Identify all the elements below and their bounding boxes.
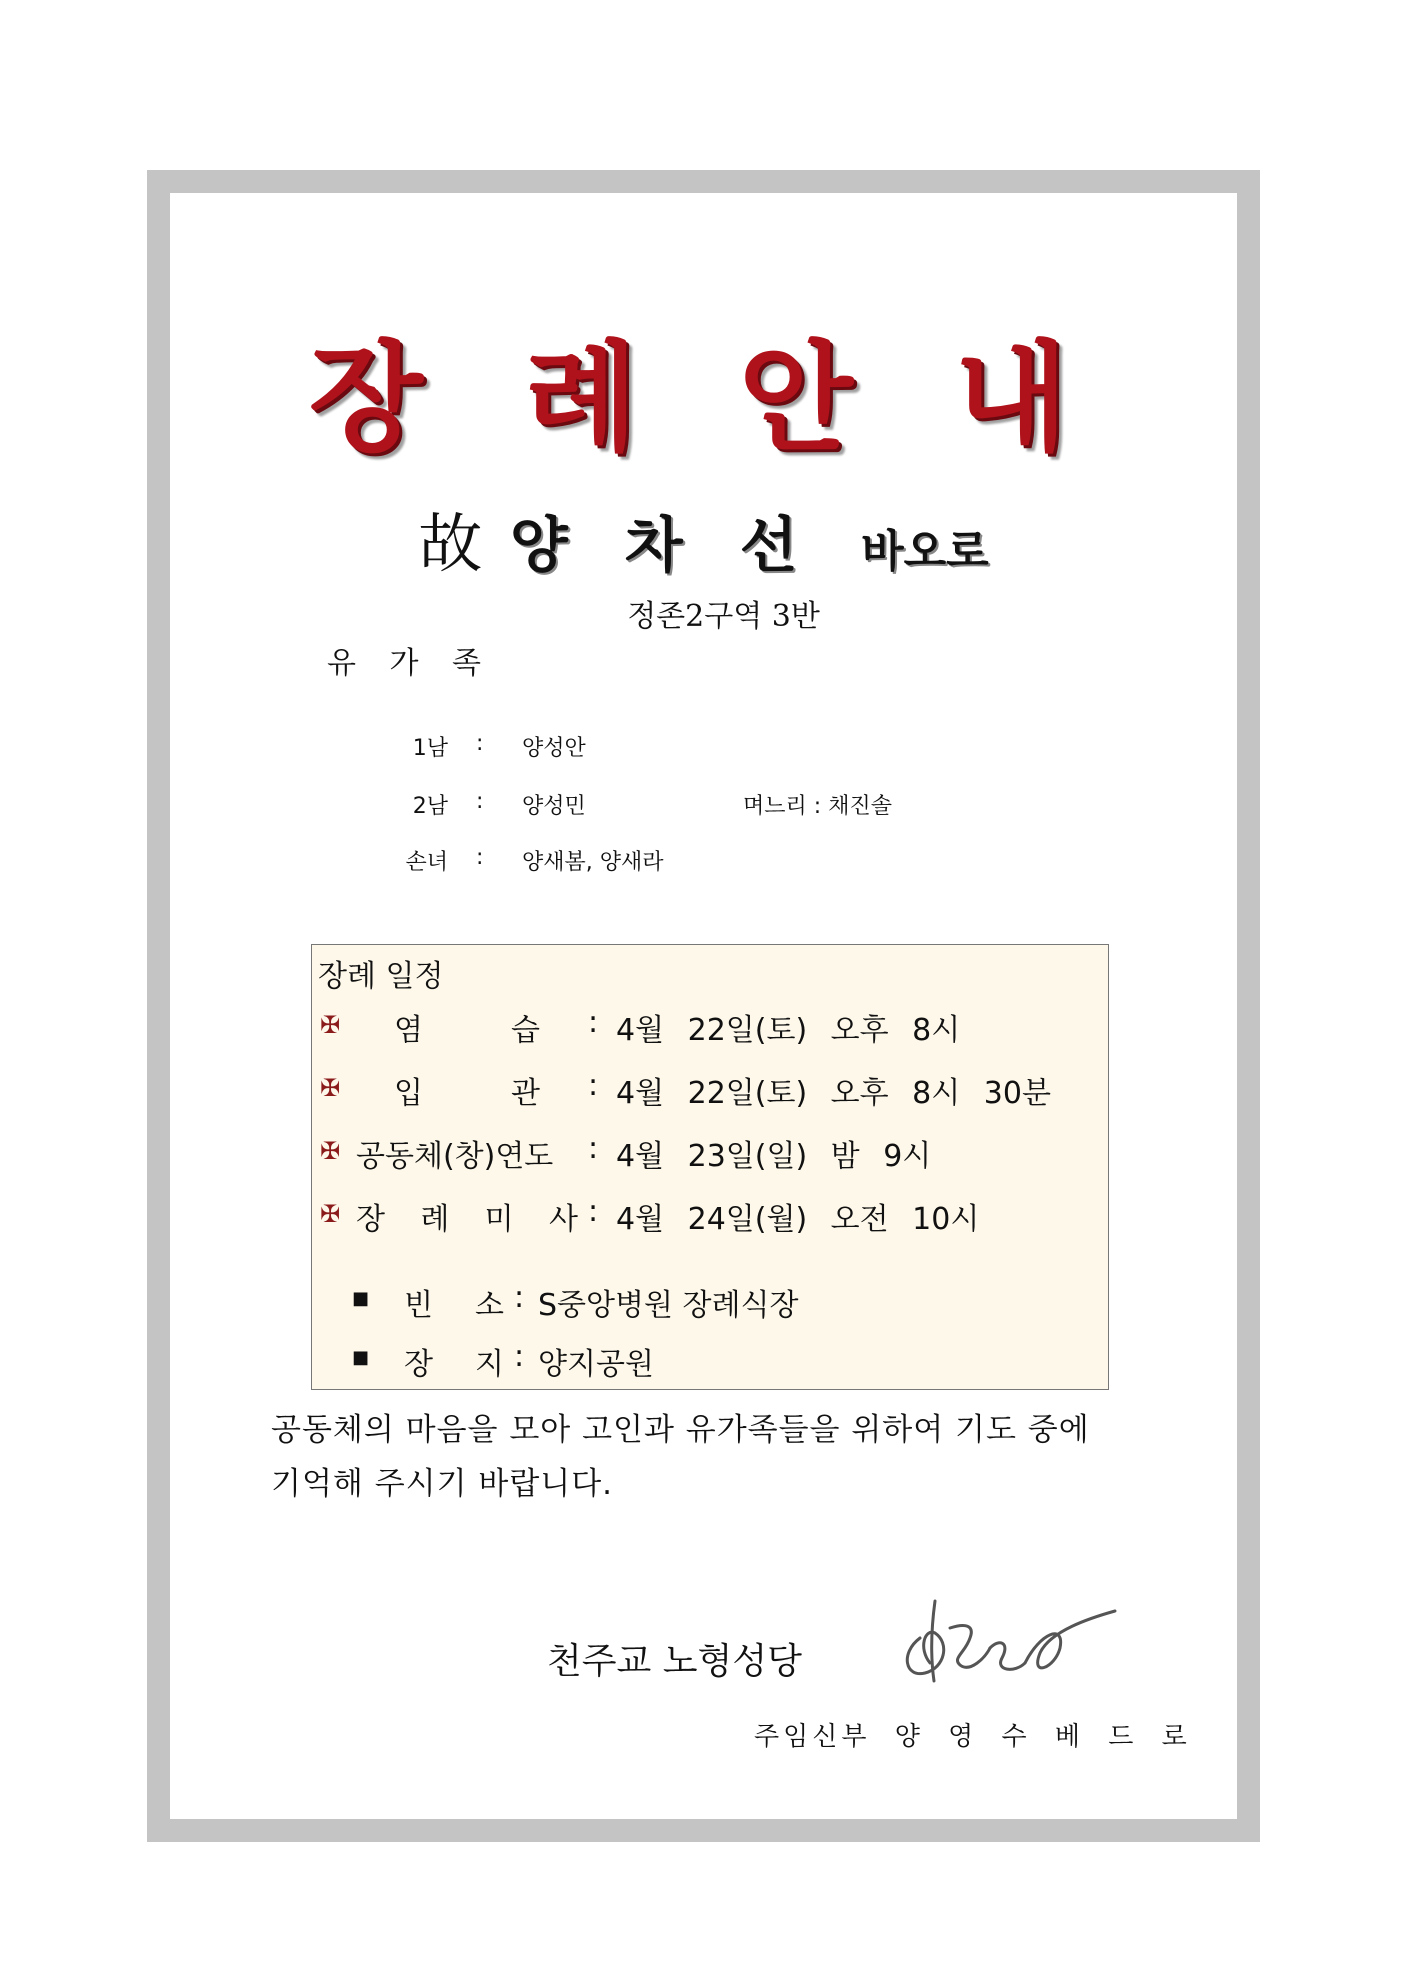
- event-time: 4월 22일(토) 오후 8시: [616, 1013, 961, 1048]
- cross-icon: ✠: [320, 1011, 341, 1039]
- event-label: 입 관: [394, 1076, 540, 1111]
- notice-sheet: [170, 193, 1237, 1819]
- schedule-box: [311, 944, 1109, 1390]
- deceased-prefix: 故: [418, 508, 483, 582]
- event-time: 4월 24일(월) 오전 10시: [616, 1202, 980, 1237]
- bullet-square-icon: ■: [352, 1288, 370, 1309]
- place-colon: :: [514, 1280, 525, 1315]
- signature-icon: [890, 1593, 1120, 1693]
- family-name: 양성안: [522, 736, 586, 761]
- prayer-line: 공동체의 마음을 모아 고인과 유가족들을 위하여 기도 중에: [271, 1412, 1090, 1448]
- schedule-heading: 장례 일정: [318, 959, 444, 994]
- event-label: 염 습: [394, 1013, 540, 1048]
- family-relation: 2남: [412, 794, 448, 819]
- family-name: 양새봄, 양새라: [522, 850, 664, 875]
- event-label: 장 례 미 사: [356, 1202, 578, 1237]
- family-relation: 며느리: [743, 794, 807, 819]
- district: 정존2구역 3반: [627, 599, 820, 634]
- prayer-request: [271, 1403, 1171, 1511]
- deceased-name: 양 차 선: [509, 511, 816, 581]
- baptismal-name: 바오로: [861, 526, 989, 577]
- notice-title: 장 례 안 내: [308, 329, 1099, 467]
- family-heading: 유 가 족: [327, 646, 494, 681]
- family-relation: 손녀: [405, 850, 448, 875]
- event-time: 4월 22일(토) 오후 8시 30분: [616, 1076, 1051, 1111]
- cross-icon: ✠: [320, 1200, 341, 1228]
- event-colon: :: [588, 1005, 599, 1040]
- prayer-line: 기억해 주시기 바랍니다.: [271, 1466, 614, 1502]
- event-label: 공동체(창)연도: [356, 1139, 554, 1174]
- cross-icon: ✠: [320, 1137, 341, 1165]
- place-colon: :: [514, 1339, 525, 1374]
- event-colon: :: [588, 1068, 599, 1103]
- parish-name: 천주교 노형성당: [547, 1641, 802, 1682]
- family-colon: :: [813, 794, 822, 819]
- place-label: 빈 소: [404, 1288, 504, 1323]
- family-relation: 1남: [412, 736, 448, 761]
- pastor-name: 주임신부 양 영 수 베 드 로: [754, 1722, 1191, 1752]
- cross-icon: ✠: [320, 1074, 341, 1102]
- event-colon: :: [588, 1131, 599, 1166]
- family-colon: :: [476, 731, 484, 756]
- family-name: 채진솔: [828, 794, 892, 819]
- place-value: S중앙병원 장례식장: [538, 1288, 799, 1323]
- family-member-daughter-in-law: [743, 789, 892, 820]
- family-name: 양성민: [522, 794, 586, 819]
- bullet-square-icon: ■: [352, 1347, 370, 1368]
- deceased-line: [170, 493, 1237, 585]
- place-label: 장 지: [404, 1347, 504, 1382]
- family-colon: :: [476, 845, 484, 870]
- event-colon: :: [588, 1194, 599, 1229]
- page-border: [147, 170, 1260, 1842]
- event-time: 4월 23일(일) 밤 9시: [616, 1139, 932, 1174]
- place-value: 양지공원: [538, 1347, 654, 1382]
- family-colon: :: [476, 789, 484, 814]
